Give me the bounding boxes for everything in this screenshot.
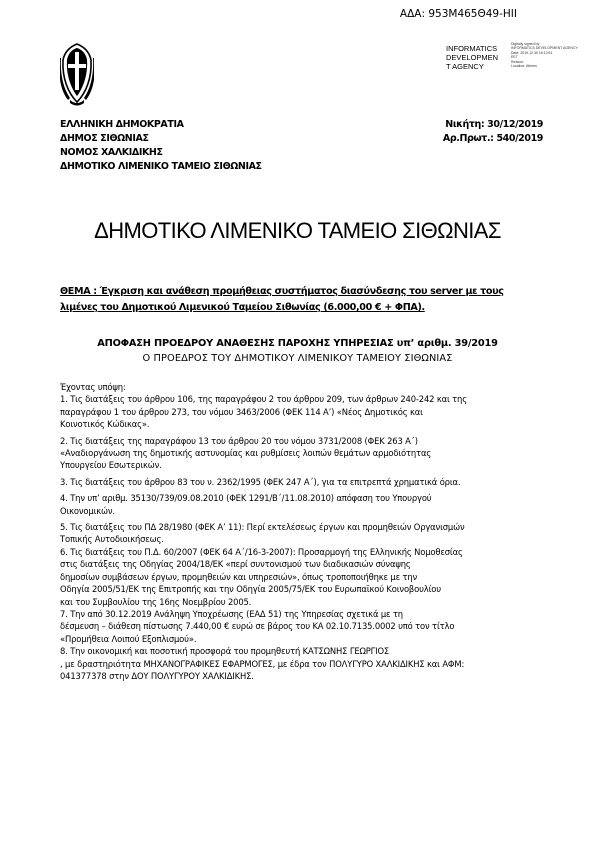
signature-org-line: T AGENCY bbox=[446, 62, 484, 71]
document-date-protocol bbox=[443, 118, 543, 146]
decision-issuer: Ο ΠΡΟΕΔΡΟΣ ΤΟΥ ΔΗΜΟΤΙΚΟΥ ΛΙΜΕΝΙΚΟΥ ΤΑΜΕΙΟΥ ΣΙΘΩΝΙΑΣ bbox=[142, 353, 453, 364]
body-line: 1. Τις διατάξεις του άρθρου 106, της παραγράφου 2 του άρθρου 209, των άρθρων 240-242 και της bbox=[60, 394, 467, 405]
body-line: Κοινοτικός Κώδικας». bbox=[60, 419, 150, 430]
body-line: «Αναδιοργάνωση της δημοτικής αστυνομίας και ρυθμίσεις λοιπών θεμάτων αρμοδιότητας bbox=[60, 448, 432, 459]
body-line: 4. Την υπ’ αριθμ. 35130/739/09.08.2010 (ΦΕΚ 1291/Β΄/11.08.2010) απόφαση του Υπουργού bbox=[60, 493, 432, 504]
digital-signature-details: Digitally signed by INFORMATICS DEVELOPMENT AGENCY Date: 2019.12.30 16:13:51 EET Reason: Location: Athens bbox=[511, 42, 578, 69]
decision-heading bbox=[0, 336, 595, 366]
subject-line: ΘΕΜΑ : Έγκριση και ανάθεση προμήθειας συστήματος διασύνδεσης του server με τους bbox=[60, 286, 504, 297]
body-line: 041377378 στην ΔΟΥ ΠΟΛΥΓΥΡΟΥ ΧΑΛΚΙΔΙΚΗΣ. bbox=[60, 670, 254, 681]
body-line: στις διατάξεις της Οδηγίας 2004/18/ΕΚ «περί συντονισμού των διαδικασιών σύναψης bbox=[60, 559, 411, 570]
document-title: ΔΗΜΟΤΙΚΟ ΛΙΜΕΝΙΚΟ ΤΑΜΕΙΟ ΣΙΘΩΝΙΑΣ bbox=[94, 218, 501, 243]
document-body bbox=[60, 381, 540, 682]
body-line: Έχοντας υπόψη: bbox=[60, 382, 126, 392]
header-line: ΔΗΜΟΤΙΚΟ ΛΙΜΕΝΙΚΟ ΤΑΜΕΙΟ ΣΙΘΩΝΙΑΣ bbox=[60, 161, 262, 172]
document-date: Νικήτη: 30/12/2019 bbox=[445, 119, 543, 130]
ada-code: ΑΔΑ: 953Μ465Θ49-ΗΙΙ bbox=[399, 8, 517, 20]
digital-signature-org bbox=[446, 44, 498, 71]
body-line: Οικονομικών. bbox=[60, 505, 115, 516]
header-line: ΕΛΛΗΝΙΚΗ ΔΗΜΟΚΡΑΤΙΑ bbox=[60, 119, 184, 130]
body-line: Οδηγία 2005/51/ΕΚ της Επιτροπής και την Οδηγία 2005/75/ΕΚ του Ευρωπαϊκού Κοινοβουλίου bbox=[60, 584, 441, 595]
issuer-header bbox=[60, 118, 262, 174]
body-line: 2. Τις διατάξεις της παραγράφου 13 του άρθρου 20 του νόμου 3731/2008 (ΦΕΚ 263 Α΄) bbox=[60, 435, 418, 446]
body-line: «Προμήθεια Λοιπού Εξοπλισμού». bbox=[60, 633, 197, 644]
subject-block bbox=[60, 284, 540, 316]
body-line: και του Συμβουλίου της 16ης Νοεμβρίου 2005. bbox=[60, 596, 252, 607]
body-line: δημοσίων συμβάσεων έργων, προμηθειών και υπηρεσιών», όπως τροποποιήθηκε με την bbox=[60, 571, 418, 582]
body-line: , με δραστηριότητα ΜΗΧΑΝΟΓΡΑΦΙΚΕΣ ΕΦΑΡΜΟΓΕΣ, με έδρα τον ΠΟΛΥΓΥΡΟ ΧΑΛΚΙΔΙΚΗΣ και ΑΦΜ: bbox=[60, 658, 465, 669]
body-line: 3. Τις διατάξεις του άρθρου 83 του ν. 2362/1995 (ΦΕΚ 247 Α΄), για τα επιτρεπτά χρηματικά όρια. bbox=[60, 476, 461, 487]
decision-title: ΑΠΟΦΑΣΗ ΠΡΟΕΔΡΟΥ ΑΝΑΘΕΣΗΣ ΠΑΡΟΧΗΣ ΥΠΗΡΕΣΙΑΣ υπ’ αριθμ. 39/2019 bbox=[97, 338, 498, 349]
body-line: Υπουργείου Εσωτερικών. bbox=[60, 460, 162, 471]
signature-org-line: DEVELOPMEN bbox=[446, 53, 499, 62]
body-line: 7. Την από 30.12.2019 Ανάληψη Υποχρέωσης (ΕΑΔ 51) της Υπηρεσίας σχετικά με τη bbox=[60, 608, 403, 619]
body-line: παραγράφου 1 του άρθρου 273, του νόμου 3463/2006 (ΦΕΚ 114 Α’) «Νέος Δημοτικός και bbox=[60, 406, 423, 417]
body-line: 6. Τις διατάξεις του Π.Δ. 60/2007 (ΦΕΚ 64 Α΄/16-3-2007): Προσαρμογή της Ελληνικής Νομοθεσίας bbox=[60, 546, 463, 557]
header-line: ΔΗΜΟΣ ΣΙΘΩΝΙΑΣ bbox=[60, 133, 149, 144]
body-line: 8. Την οικονομική και ποσοτική προσφορά του προμηθευτή ΚΑΤΣΩΝΗΣ ΓΕΩΡΓΙΟΣ bbox=[60, 646, 390, 657]
header-line: ΝΟΜΟΣ ΧΑΛΚΙΔΙΚΗΣ bbox=[60, 147, 163, 158]
body-line: δέσμευση – διάθεση πίστωσης 7.440,00 € ευρώ σε βάρος του ΚΑ 02.10.7135.0002 υπό τον τίτλο bbox=[60, 621, 455, 632]
greek-coat-of-arms-emblem bbox=[60, 38, 94, 108]
body-line: 5. Τις διατάξεις του ΠΔ 28/1980 (ΦΕΚ Α’ 11): Περί εκτελέσεως έργων και προμηθειών Οργανισμών bbox=[60, 522, 465, 533]
signature-org-line: INFORMATICS bbox=[446, 44, 498, 53]
subject-line: λιμένες του Δημοτικού Λιμενικού Ταμείου Σιθωνίας (6.000,00 € + ΦΠΑ). bbox=[60, 302, 425, 313]
protocol-number: Αρ.Πρωτ.: 540/2019 bbox=[442, 133, 543, 144]
body-line: Τοπικής Αυτοδιοικήσεως. bbox=[60, 534, 164, 545]
